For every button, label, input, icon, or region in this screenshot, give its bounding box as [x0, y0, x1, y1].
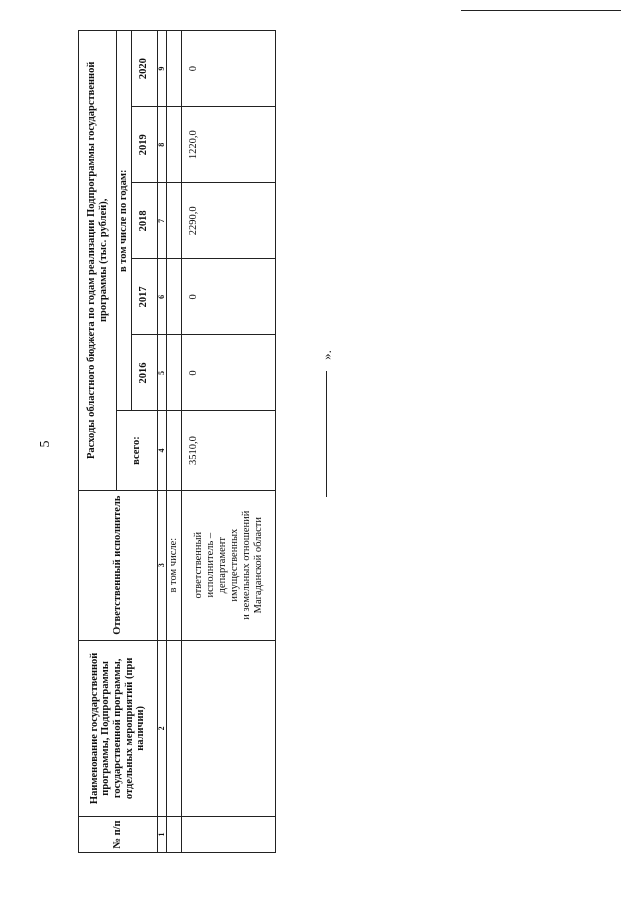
budget-table-rotated: [78, 30, 276, 853]
budget-table: [78, 30, 276, 853]
page-number: 5: [38, 440, 53, 448]
column-index: 3: [157, 490, 167, 640]
blank-cell: [167, 335, 182, 411]
blank-cell: [167, 107, 182, 183]
column-index: 4: [157, 411, 167, 490]
header-by-year: в том числе по годам:: [117, 31, 132, 412]
column-index: 7: [157, 183, 167, 259]
total-value: 3510,0: [181, 411, 275, 490]
column-index: 6: [157, 259, 167, 335]
column-index: 2: [157, 640, 167, 816]
column-index: 8: [157, 107, 167, 183]
column-index: 9: [157, 31, 167, 107]
header-name: Наименование государственной программы, Подпрограммы государственной программы, отдельных мероприятий (при наличии): [79, 640, 158, 816]
header-responsible: Ответственный исполнитель: [79, 490, 158, 640]
value-2019: 1220,0: [181, 107, 275, 183]
executor-line: и земельных отношений: [241, 510, 252, 620]
blank-cell: [167, 31, 182, 107]
executor-line: исполнитель –: [204, 532, 216, 598]
column-index-row: [157, 31, 167, 853]
executor-line: Магаданской области: [253, 516, 265, 614]
header-expenses: Расходы областного бюджета по годам реализации Подпрограммы государственной программы (тыс. рублей),: [79, 31, 117, 491]
executor-line: департамент: [216, 537, 228, 594]
blank-cell: [167, 640, 182, 816]
value-2018: 2290,0: [181, 183, 275, 259]
blank-cell: [167, 183, 182, 259]
value-2020: 0: [181, 31, 275, 107]
executor-cell: [181, 490, 275, 640]
in-that-cell: в том числе:: [167, 490, 182, 640]
closing-line: [317, 345, 337, 505]
blank-cell: [181, 816, 275, 852]
executor-line: имущественных: [228, 528, 240, 602]
executor-line: ответственный: [192, 531, 204, 599]
value-2016: 0: [181, 335, 275, 411]
header-year-2016: 2016: [131, 335, 157, 411]
closing-quote: ».: [319, 350, 334, 360]
value-2017: 0: [181, 259, 275, 335]
column-index: 5: [157, 335, 167, 411]
header-year-2017: 2017: [131, 259, 157, 335]
column-index: 1: [157, 816, 167, 852]
blank-cell: [167, 816, 182, 852]
header-year-2020: 2020: [131, 31, 157, 107]
table-row: [181, 31, 275, 853]
blank-cell: [181, 640, 275, 816]
header-number: № п/п: [79, 816, 158, 852]
top-rule: [461, 10, 621, 11]
closing-rule: [326, 371, 327, 497]
header-year-2019: 2019: [131, 107, 157, 183]
blank-cell: [167, 259, 182, 335]
header-total: всего:: [117, 411, 158, 490]
header-year-2018: 2018: [131, 183, 157, 259]
blank-cell: [167, 411, 182, 490]
table-row: [167, 31, 182, 853]
